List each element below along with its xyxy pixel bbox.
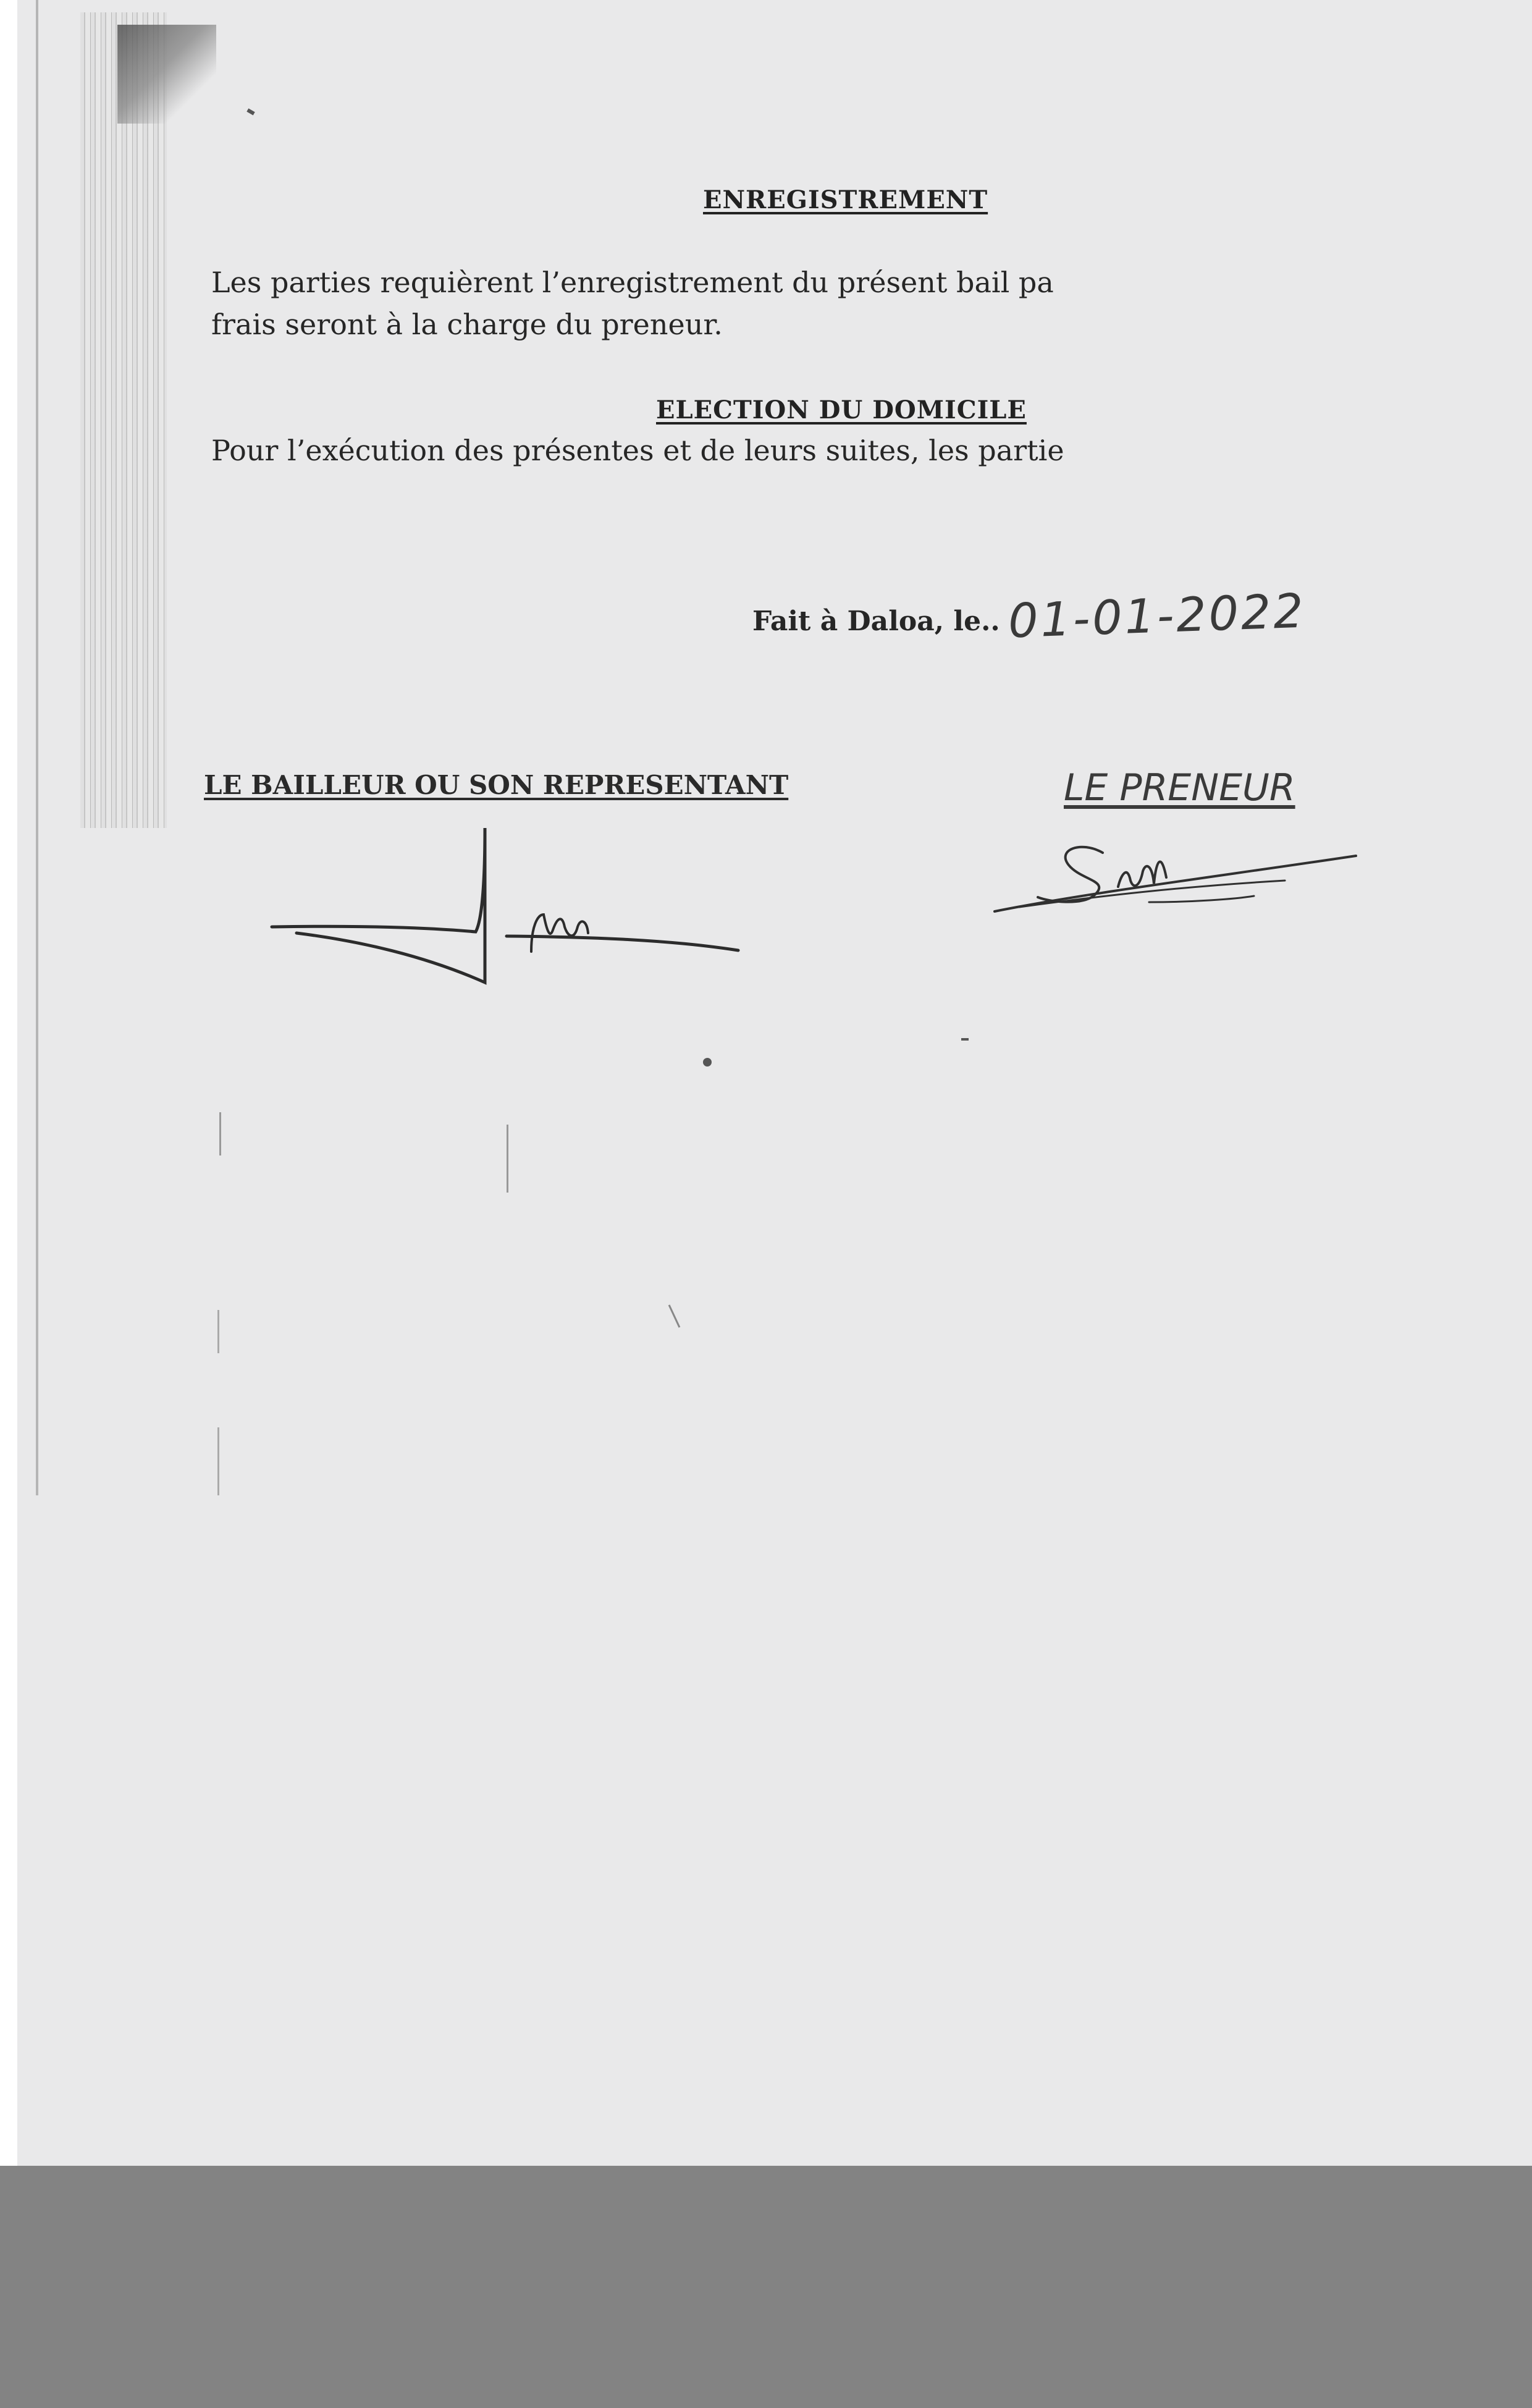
bailleur-label: LE BAILLEUR OU SON REPRESENTANT [204,770,789,800]
place-date-printed: Fait à Daloa, le.. [752,606,1000,637]
heading-enregistrement: ENREGISTREMENT [703,185,988,214]
scan-speck [961,1038,969,1041]
scan-speck [507,1125,508,1193]
enregistrement-line-2: frais seront à la charge du preneur. [211,308,723,341]
bailleur-signature [272,822,741,995]
scan-corner-shadow [117,25,216,124]
paper-left-margin [0,0,17,2166]
scan-speck [703,1058,712,1067]
enregistrement-line-1: Les parties requièrent l’enregistrement du présent bail pa [211,266,1054,299]
scan-edge-artifact [80,12,167,828]
election-domicile-line-1: Pour l’exécution des présentes et de leurs suites, les partie [211,434,1064,467]
scan-edge-line [36,0,38,1495]
preneur-label: LE PRENEUR [1064,766,1295,809]
scan-speck [219,1112,221,1155]
preneur-signature [995,828,1359,921]
heading-election-domicile: ELECTION DU DOMICILE [656,395,1027,425]
scan-speck [217,1310,219,1353]
scan-speck [217,1427,219,1495]
handwritten-date: 01-01-2022 [1007,583,1307,649]
